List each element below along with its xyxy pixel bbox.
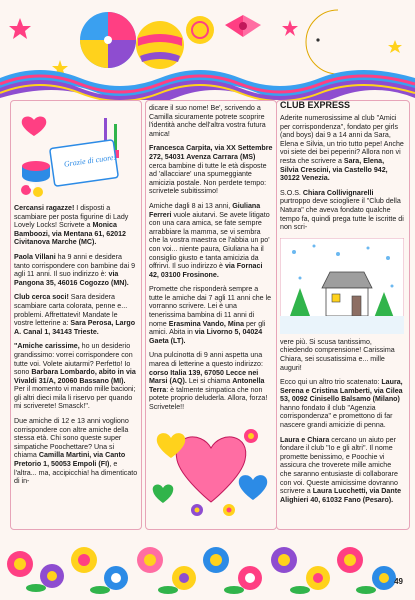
col2-p5-text3: : è talmente simpatica che non potete proprio deluderla. Allora, forza! Scrivetele!! bbox=[149, 385, 268, 411]
col1-p2-addr: via Pangona 35, 46016 Cogozzo (MN). bbox=[14, 270, 129, 287]
col2-p2-text: cerca bambine di tutte le età disposte ad 'allacciare' una spumeggiante amicizia postale. Non perdete tempo: scrivetele subitissimo! bbox=[149, 161, 267, 196]
col1-p4-text: ho un desiderio grandissimo: vorrei corrispondere con tutte voi. Volete aiutarmi? Perfetto! Io sono bbox=[14, 342, 133, 377]
paragraph bbox=[149, 144, 273, 196]
col3-p3-text: vere più. Si scusa tantissimo, chiedendo comprensione! Carissima Chiara, sei scusatissima e... mille auguri! bbox=[280, 337, 395, 372]
ball-icon bbox=[136, 21, 184, 69]
col2-p4-addr: via Livorno 5, 04024 Gaeta (LT). bbox=[149, 328, 263, 345]
paragraph bbox=[280, 189, 404, 232]
greeting-card-illustration bbox=[14, 114, 138, 198]
col2-p2-name: Francesca Carpita, via XX Settembre 272, 54031 Avenza Carrara (MS) bbox=[149, 144, 273, 161]
col3-p4-text2: hanno fondato il club "Agenzia corrispondenza" e promettono di far nascere grandi amicizie di penna. bbox=[280, 403, 393, 430]
col2-p4-text: Promette che risponderà sempre a tutte le amiche dai 7 agli 11 anni che le vorranno scrivere. Lei è una tenerissima bambina di 11 anni di nome bbox=[149, 285, 272, 328]
col2-p1-text: dicare il suo nome! Be', scrivendo a Camilla sicuramente potrete scoprire l'identità anche dell'altra vostra futura amica! bbox=[149, 104, 266, 138]
paragraph bbox=[280, 114, 404, 183]
col2-p3-name: Giuliana Ferreri bbox=[149, 201, 261, 219]
right-column bbox=[280, 100, 404, 510]
col1-p4-text2: Per il momento vi mando mille bacioni; gli altri dieci mila li riservo per quando mi scriverete! Smasck!". bbox=[14, 385, 136, 411]
paragraph bbox=[14, 204, 138, 247]
col3-p1-text: Aderite numerosissime al club "Amici per corrispondenza", fondato per girls (and boys) dai 9 a 14 anni da Sara, Elena e Silvia, un trio tutto pepe! Anche voi siete dei bei peperini? Allora non vi resta che scrivere a bbox=[280, 114, 404, 165]
hearts-illustration bbox=[149, 418, 273, 518]
col2-p5-text2: Lei si chiama bbox=[186, 377, 233, 386]
col1-p4-quote: "Amiche carissime, bbox=[14, 342, 80, 351]
col2-p5-text: Una pulcinotta di 9 anni aspetta una marea di letterine a questo indirizzo: bbox=[149, 351, 263, 369]
col3-p1-addr: Sara, Elena, Silvia Crescini, via Castello 942, 30122 Venezia. bbox=[280, 156, 388, 183]
paragraph bbox=[149, 285, 273, 345]
middle-column bbox=[149, 100, 273, 518]
col2-p3-addr: via Fornaci 42, 03100 Frosinone. bbox=[149, 262, 263, 279]
col2-p4-name: Erasmina Vando, Mina bbox=[168, 319, 245, 328]
paragraph bbox=[280, 338, 404, 372]
col2-p5-addr: corso Italia 139, 67050 Lecce nei Marsi (AQ). bbox=[149, 368, 259, 386]
paragraph bbox=[149, 351, 273, 411]
col3-p5-addr: Laura Lucchetti, via Dante Alighieri 40, 61032 Fano (Pesaro). bbox=[280, 487, 402, 504]
col2-p4-text2: per gli amici. Abita in bbox=[149, 319, 266, 337]
col1-p5-text: Due amiche di 12 e 13 anni vogliono corrispondere con altre amiche della stessa età. Chi sono queste super simpatiche Poochettare? Una si chiama bbox=[14, 417, 129, 460]
paragraph bbox=[149, 104, 273, 138]
paint-pot-icon bbox=[22, 161, 50, 182]
col2-p3-text: Amiche dagli 8 ai 13 anni, bbox=[149, 201, 233, 210]
col1-p3-title: Club cerca soci! bbox=[14, 293, 69, 302]
col2-p3-text2: vuole aiutarvi. Se avete litigato con una cara amica, se fate sempre arrabbiare la mamma, se vi sembra che la vostra maestra ce l'abbia un po' con voi... niente paura, Giuliana ha il consiglio giusto e tanta amicizia da offrirvi. Il suo indirizzo è bbox=[149, 210, 270, 271]
paragraph bbox=[149, 202, 273, 279]
card-text: Grazie di cuore! bbox=[63, 152, 117, 169]
col3-p4-text: Ecco qui un altro trio scatenato: bbox=[280, 378, 382, 387]
paragraph bbox=[14, 293, 138, 336]
paragraph bbox=[14, 417, 138, 486]
paragraph bbox=[280, 436, 404, 505]
col1-p5-text2: , e l'altra... ma, accipicchia! ha dimenticato di in- bbox=[14, 460, 138, 486]
top-decoration bbox=[0, 0, 415, 100]
col1-p4-name: Barbara Lombardo, abito in via Vivaldi 31/A, 20060 Bassano (MI). bbox=[14, 368, 136, 385]
paragraph bbox=[280, 378, 404, 430]
col1-p2-text: ha 9 anni e desidera tanto corrispondere con bambine dai 9 agli 11 anni. Il suo indirizzo è: bbox=[14, 252, 136, 279]
col1-p3-text: Sara desidera scambiare carta colorata, penne e... problemi. Affrettatevi! Mandate le vostre letterine a: bbox=[14, 293, 128, 328]
winter-house-illustration bbox=[280, 238, 404, 334]
col3-p2-name: Chiara Collivignarelli bbox=[302, 188, 374, 197]
col2-p5-name: Antonella Terra bbox=[149, 377, 265, 394]
col1-p1-text: I disposti a scambiare per posta figurine di Lady Lovely Locks! Scrivete a bbox=[14, 204, 129, 230]
card-icon bbox=[50, 140, 119, 187]
col3-p2-text: S.O.S. bbox=[280, 188, 303, 197]
flower-icon bbox=[21, 183, 43, 197]
heart-icon bbox=[22, 117, 47, 136]
col1-p3-addr: Sara Perosa, Largo A. Canal 1, 34143 Trieste. bbox=[14, 319, 136, 336]
col3-p2-text2: purtroppo deve sciogliere il "Club della Natura" che aveva fondato qualche tempo fa, quindi prega tutte le iscritte di non scri- bbox=[280, 197, 404, 232]
left-column bbox=[14, 100, 138, 492]
paragraph bbox=[14, 342, 138, 411]
col1-p1-name: Monica Bamboozi, via Mentana 61, 62012 Civitanova Marche (MC). bbox=[14, 221, 126, 247]
col1-p5-name: Camilla Martini, via Canto Pretorio 1, 50053 Empoli (FI) bbox=[14, 451, 126, 469]
paragraph bbox=[14, 253, 138, 287]
pinwheel-icon bbox=[80, 12, 136, 68]
heart-icon-large bbox=[176, 437, 246, 502]
section-header: CLUB EXPRESS bbox=[280, 100, 351, 110]
house-icon bbox=[322, 272, 372, 316]
bottom-flower-decoration bbox=[0, 530, 415, 600]
col1-p2-name: Paola Villani bbox=[14, 252, 56, 261]
col3-p5-text: cercano un aiuto per fondare il club "Io e gli altri". Il nome promette benissimo, e Poochie vi assicura che troverete mille amiche che saranno entusiaste di collaborare con voi. Queste amicissime dovranno scrivere a bbox=[280, 435, 398, 496]
col1-p1-before: Cercansi ragazze! bbox=[14, 204, 75, 212]
spiral-icon bbox=[186, 16, 214, 44]
col3-p5-name: Laura e Chiara bbox=[280, 435, 330, 444]
page-number: 49 bbox=[394, 577, 403, 586]
col3-p4-name: Laura, Serena e Cristina Lamberti, via Cilea 53, 0092 Cinisello Balsamo (Milano) bbox=[280, 378, 403, 404]
